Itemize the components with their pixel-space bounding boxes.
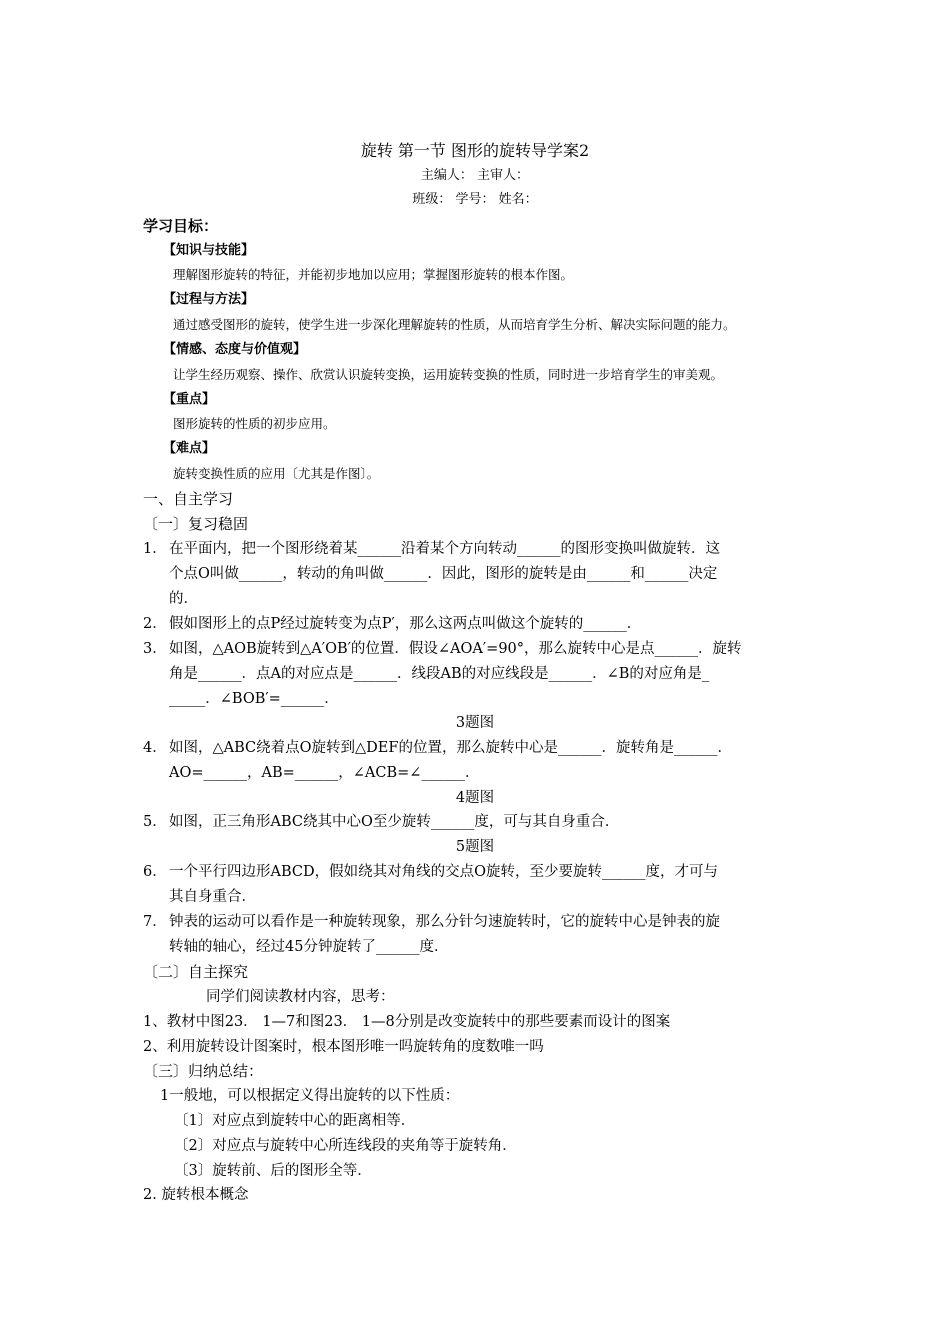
explore-item-2: 2、利用旋转设计图案时，根本图形唯一吗旋转角的度数唯一吗: [143, 1039, 544, 1055]
question-5-line-1: 如图，正三角形ABC绕其中心O至少旋转______度，可与其自身重合．: [169, 814, 620, 830]
question-1-number: 1．: [143, 541, 167, 557]
figure-5-caption: 5题图: [455, 839, 495, 855]
question-3-number: 3．: [143, 641, 167, 657]
question-2-number: 2．: [143, 616, 167, 632]
figure-3-caption: 3题图: [455, 715, 495, 731]
question-7-number: 7．: [143, 914, 167, 930]
page-title: 旋转 第一节 图形的旋转导学案2: [360, 141, 590, 160]
difficulty-text: 旋转变换性质的应用〔尤其是作图〕。: [173, 466, 380, 481]
section-summary: 〔三〕归纳总结：: [143, 1062, 264, 1080]
section-review: 〔一〕复习稳固: [143, 515, 249, 533]
property-1: 〔1〕对应点到旋转中心的距离相等．: [174, 1113, 416, 1129]
section-self-study: 一、自主学习: [143, 490, 234, 508]
question-3-line-3: _____．∠BOB′=______．: [169, 691, 339, 707]
question-6-number: 6．: [143, 864, 167, 880]
question-6-line-2: 其自身重合．: [169, 889, 256, 905]
knowledge-text: 理解图形旋转的特征，并能初步地加以应用；掌握图形旋转的根本作图。: [173, 267, 574, 282]
key-point-title: 【重点】: [163, 392, 216, 407]
difficulty-title: 【难点】: [163, 441, 216, 456]
key-point-text: 图形旋转的性质的初步应用。: [173, 416, 336, 431]
question-6-line-1: 一个平行四边形ABCD，假如绕其对角线的交点O旋转，至少要旋转______度，才可与: [169, 864, 719, 880]
question-1-line-2: 个点O叫做______，转动的角叫做______．因此，图形的旋转是由______和______决定: [169, 566, 718, 582]
question-7-line-2: 转轴的轴心，经过45分钟旋转了______度．: [169, 939, 449, 955]
question-1-line-1: 在平面内，把一个图形绕着某______沿着某个方向转动______的图形变换叫做旋转．这: [169, 541, 720, 557]
question-4-line-1: 如图，△ABC绕着点O旋转到△DEF的位置，那么旋转中心是______．旋转角是______．: [169, 740, 732, 756]
question-2-line-1: 假如图形上的点P经过旋转变为点P′，那么这两点叫做这个旋转的______．: [169, 616, 642, 632]
section-explore: 〔二〕自主探究: [143, 963, 249, 981]
question-3-line-1: 如图，△AOB旋转到△A′OB′的位置．假设∠AOA′=90°，那么旋转中心是点______．旋转: [169, 641, 742, 657]
basic-concept-heading: 2. 旋转根本概念: [143, 1187, 249, 1203]
process-text: 通过感受图形的旋转，使学生进一步深化理解旋转的性质，从而培育学生分析、解决实际问题的能力。: [173, 317, 736, 332]
explore-item-1: 1、教材中图23． 1—7和图23． 1—8分别是改变旋转中的那些要素而设计的图案: [143, 1014, 671, 1030]
explore-intro: 同学们阅读教材内容，思考：: [206, 989, 395, 1005]
property-3: 〔3〕旋转前、后的图形全等．: [174, 1163, 372, 1179]
student-info-line: 班级： 学号： 姓名：: [412, 192, 538, 207]
question-3-line-2: 角是______．点A的对应点是______．线段AB的对应线段是______．∠B的对应角是_: [169, 666, 710, 682]
property-2: 〔2〕对应点与旋转中心所连线段的夹角等于旋转角．: [174, 1138, 517, 1154]
question-7-line-1: 钟表的运动可以看作是一种旋转现象，那么分针匀速旋转时，它的旋转中心是钟表的旋: [169, 914, 720, 930]
question-5-number: 5．: [143, 814, 167, 830]
question-4-number: 4．: [143, 740, 167, 756]
editor-line: 主编人： 主审人：: [420, 168, 530, 183]
question-1-line-3: 的．: [169, 591, 198, 607]
summary-intro: 1一般地，可以根据定义得出旋转的以下性质：: [160, 1088, 460, 1104]
knowledge-title: 【知识与技能】: [163, 243, 255, 258]
objectives-heading: 学习目标：: [143, 217, 219, 235]
figure-4-caption: 4题图: [455, 790, 495, 806]
emotion-title: 【情感、态度与价值观】: [163, 342, 307, 357]
question-4-line-2: AO=______，AB=______，∠ACB=∠______．: [169, 765, 480, 781]
emotion-text: 让学生经历观察、操作、欣赏认识旋转变换，运用旋转变换的性质，同时进一步培育学生的审美观。: [173, 367, 724, 382]
process-title: 【过程与方法】: [163, 292, 255, 307]
